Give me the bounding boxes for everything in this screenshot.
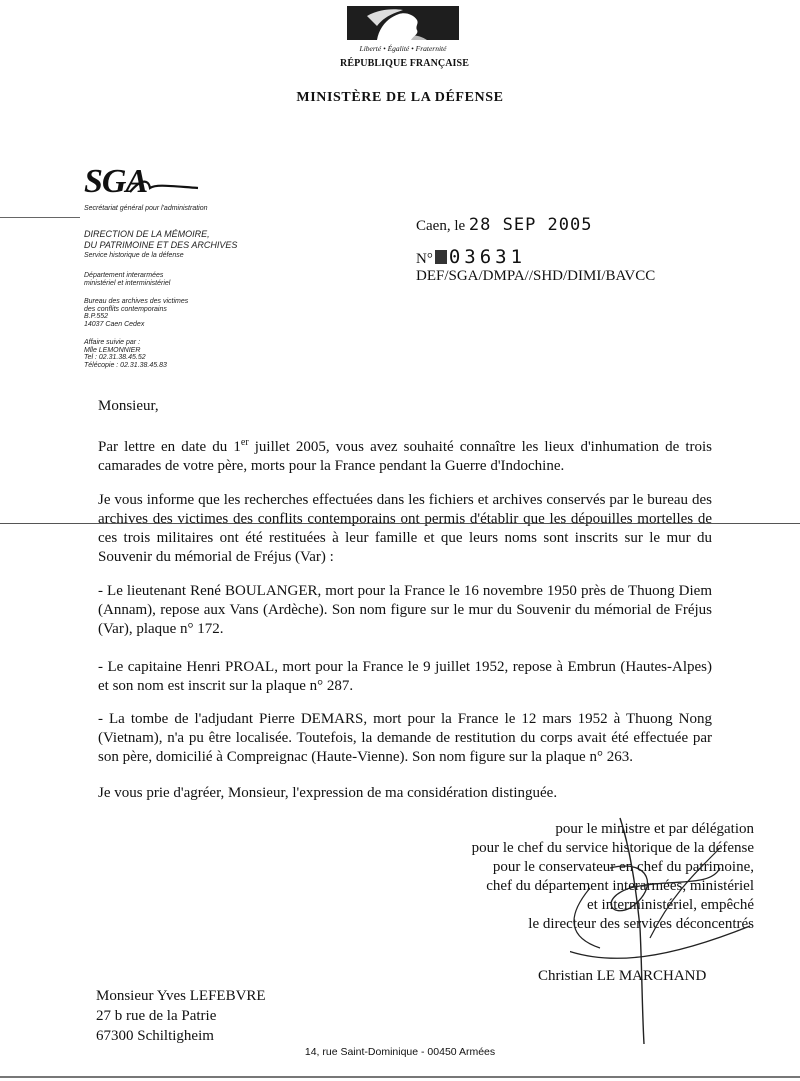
departement-line: Département interarmées: [84, 272, 164, 279]
bureau-block: [84, 298, 224, 328]
suivi-line: Télécopie : 02.31.38.45.83: [84, 361, 167, 369]
closing-formula: Je vous prie d'agréer, Monsieur, l'expression de ma considération distinguée.: [98, 785, 558, 801]
recipient-city: 67300 Schiltigheim: [96, 1028, 214, 1044]
signature-line: pour le ministre et par délégation: [555, 821, 754, 837]
suivi-line: Mlle LEMONNIER: [84, 346, 141, 354]
suivi-line: Affaire suivie par :: [84, 339, 141, 346]
footer-address: 14, rue Saint-Dominique - 00450 Armées: [304, 1046, 496, 1058]
service-name: Service historique de la défense: [84, 252, 184, 259]
direction-line-2: DU PATRIMOINE ET DES ARCHIVES: [84, 240, 238, 250]
p1-text: Par lettre en date du 1: [98, 439, 241, 455]
signature-line: le directeur des services déconcentrés: [528, 916, 754, 932]
bureau-line: Bureau des archives des victimes: [84, 298, 189, 305]
signature-line: pour le conservateur en chef du patrimoine,: [492, 859, 754, 875]
date-line: [416, 215, 593, 235]
departement-block: [84, 272, 224, 288]
number-stamp: 03631: [448, 246, 527, 268]
place-label: Caen, le: [416, 218, 466, 234]
republique-francaise: RÉPUBLIQUE FRANÇAISE: [340, 58, 469, 69]
handwritten-signature: [570, 808, 770, 1048]
recipient-address: [96, 986, 266, 1046]
divider: [0, 217, 80, 218]
recipient-street: 27 b rue de la Patrie: [96, 1008, 217, 1024]
page-edge: [0, 1076, 800, 1078]
sga-full-name: Secrétariat général pour l'administration: [84, 205, 208, 212]
sga-swoosh-icon: [120, 170, 200, 200]
signature-line: et interministériel, empêché: [586, 897, 754, 913]
departement-line: ministériel et interministériel: [84, 280, 171, 287]
date-stamp: 28 SEP 2005: [468, 215, 593, 235]
number-line: [416, 246, 526, 268]
bureau-line: des conflits contemporains: [84, 305, 167, 313]
bureau-line: 14037 Caen Cedex: [84, 320, 145, 328]
direction-line-1: DIRECTION DE LA MÉMOIRE,: [84, 229, 210, 239]
ministry-title: MINISTÈRE DE LA DÉFENSE: [296, 90, 504, 105]
stamp-blot-icon: [435, 250, 447, 264]
affaire-suivie-block: [84, 339, 224, 369]
signature-line: pour le chef du service historique de la défense: [471, 840, 754, 856]
signatory-name: Christian LE MARCHAND: [538, 968, 707, 984]
paragraph-1: [98, 433, 712, 476]
signature-line: chef du département interarmées, ministériel: [486, 878, 754, 894]
bureau-line: B.P.552: [84, 313, 109, 320]
paragraph-2: Je vous informe que les recherches effectuées dans les fichiers et archives conservés par le bureau des archives des victimes des conflits contemporains ont permis d'établir que les dépouilles mortelles de ces trois militaires ont été restituées à leur famille et que leurs noms sont inscrits sur le mur du Souvenir du mémorial de Fréjus (Var) :: [98, 492, 712, 565]
salutation: Monsieur,: [98, 398, 159, 414]
scan-artifact-line: [0, 523, 800, 524]
sga-logo: SGA: [84, 163, 148, 200]
p1-text: juillet 2005, vous avez souhaité connaître les lieux d'inhumation de trois camarades de votre père, morts pour la France pendant la Guerre d'Indochine.: [98, 439, 712, 474]
p1-superscript: er: [240, 437, 249, 448]
paragraph-demars: - La tombe de l'adjudant Pierre DEMARS, mort pour la France le 12 mars 1952 à Thuong Nong (Vietnam), n'a pu être localisée. Toutefois, la demande de restitution du corps avait été effectuée par son père, domicilié à Compreignac (Haute-Vienne). Son nom figure sur la plaque n° 263.: [98, 711, 712, 765]
marianne-profile-icon: [347, 6, 459, 40]
paragraph-proal: - Le capitaine Henri PROAL, mort pour la France le 9 juillet 1952, repose à Embrun (Hautes-Alpes) et son nom est inscrit sur la plaque n° 287.: [98, 659, 712, 694]
recipient-name: Monsieur Yves LEFEBVRE: [96, 988, 266, 1004]
republic-motto: Liberté • Égalité • Fraternité: [359, 44, 447, 53]
number-prefix: N°: [416, 251, 433, 267]
reference: DEF/SGA/DMPA//SHD/DIMI/BAVCC: [416, 268, 656, 284]
paragraph-boulanger: - Le lieutenant René BOULANGER, mort pour la France le 16 novembre 1950 près de Thuong Diem (Annam), repose aux Vans (Ardèche). Son nom figure sur le mur du Souvenir du mémorial de Fréjus (Var), plaque n° 172.: [98, 583, 712, 637]
suivi-line: Tel : 02.31.38.45.52: [84, 354, 146, 361]
marianne-logo: [347, 6, 459, 40]
